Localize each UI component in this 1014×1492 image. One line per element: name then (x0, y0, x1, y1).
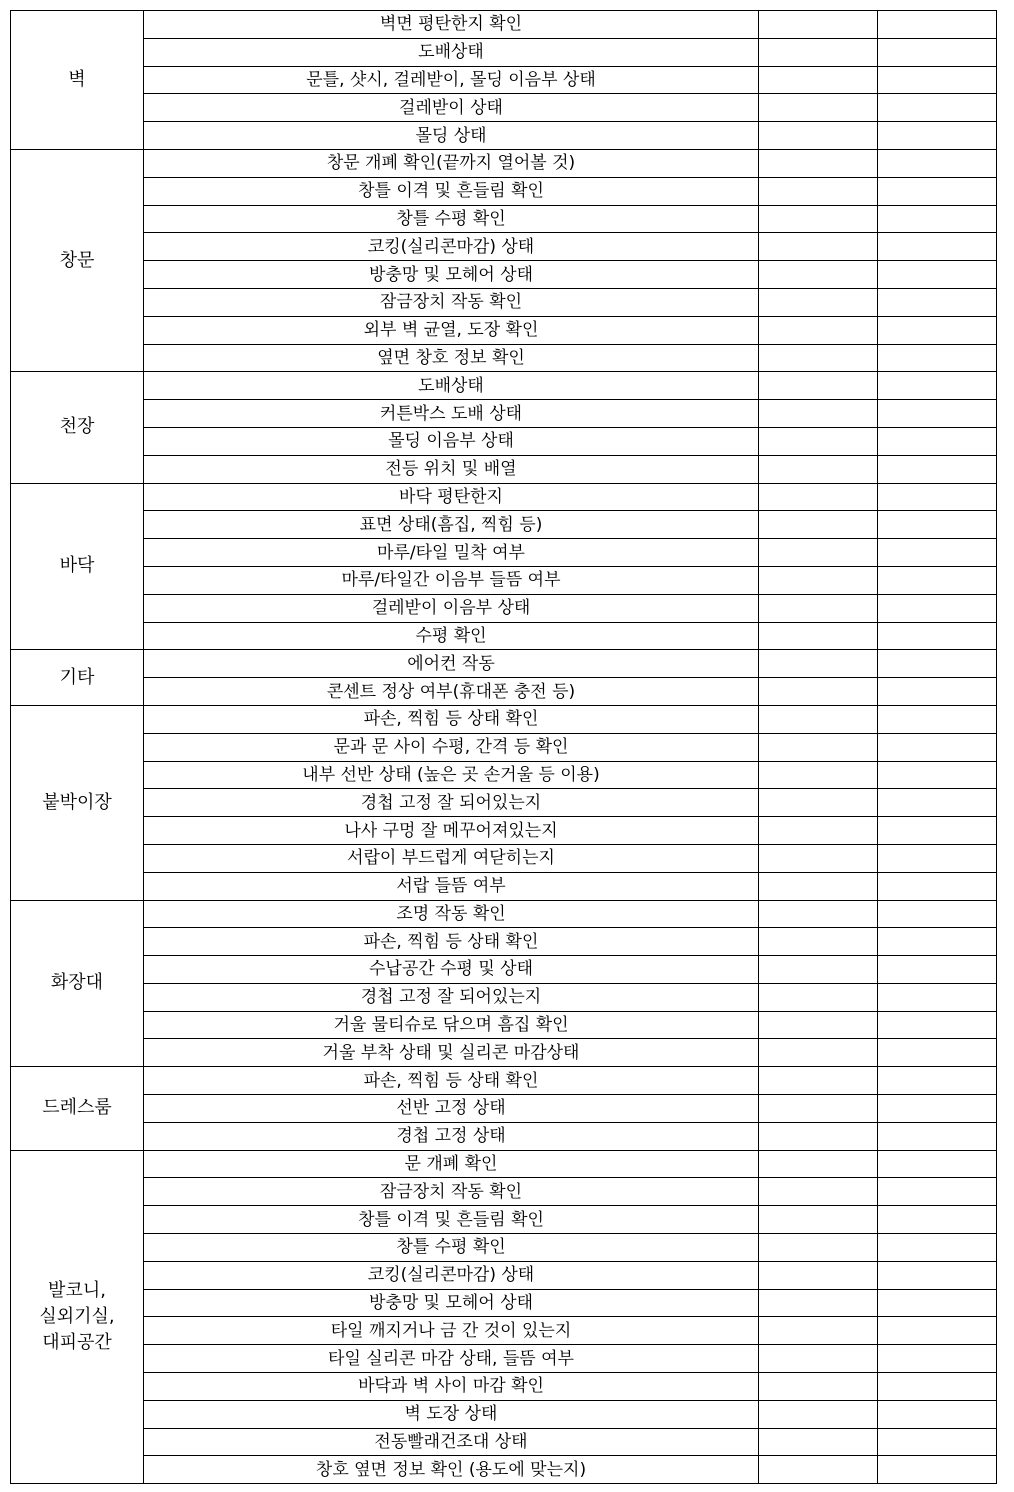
check-item-cell: 코킹(실리콘마감) 상태 (144, 233, 759, 261)
check-blank-cell-1[interactable] (759, 1317, 878, 1345)
table-row (11, 844, 997, 872)
table-row (11, 622, 997, 650)
check-blank-cell-2[interactable] (878, 900, 997, 928)
check-item-cell: 벽 도장 상태 (144, 1400, 759, 1428)
check-blank-cell-2[interactable] (878, 177, 997, 205)
check-blank-cell-1[interactable] (759, 233, 878, 261)
check-item-cell: 전등 위치 및 배열 (144, 455, 759, 483)
check-blank-cell-2[interactable] (878, 594, 997, 622)
check-blank-cell-1[interactable] (759, 928, 878, 956)
check-blank-cell-2[interactable] (878, 38, 997, 66)
check-item-cell: 창문 개폐 확인(끝까지 열어볼 것) (144, 149, 759, 177)
table-row (11, 372, 997, 400)
check-blank-cell-2[interactable] (878, 400, 997, 428)
check-blank-cell-2[interactable] (878, 789, 997, 817)
check-item-cell: 몰딩 상태 (144, 122, 759, 150)
check-item-cell: 내부 선반 상태 (높은 곳 손거울 등 이용) (144, 761, 759, 789)
table-row (11, 288, 997, 316)
checklist-body (11, 11, 997, 1484)
table-row (11, 233, 997, 261)
check-item-cell: 마루/타일 밀착 여부 (144, 539, 759, 567)
check-item-cell: 수납공간 수평 및 상태 (144, 956, 759, 984)
category-cell: 붙박이장 (11, 705, 144, 900)
check-blank-cell-2[interactable] (878, 1428, 997, 1456)
table-row (11, 817, 997, 845)
table-row (11, 1400, 997, 1428)
table-row (11, 94, 997, 122)
check-blank-cell-2[interactable] (878, 11, 997, 39)
check-item-cell: 잠금장치 작동 확인 (144, 1178, 759, 1206)
table-row (11, 1011, 997, 1039)
check-blank-cell-1[interactable] (759, 400, 878, 428)
check-blank-cell-1[interactable] (759, 705, 878, 733)
check-blank-cell-1[interactable] (759, 650, 878, 678)
check-blank-cell-2[interactable] (878, 733, 997, 761)
table-row (11, 1122, 997, 1150)
check-item-cell: 걸레받이 상태 (144, 94, 759, 122)
table-row (11, 1317, 997, 1345)
check-blank-cell-2[interactable] (878, 1095, 997, 1123)
check-blank-cell-1[interactable] (759, 1345, 878, 1373)
check-item-cell: 창틀 이격 및 흔들림 확인 (144, 177, 759, 205)
table-row (11, 177, 997, 205)
check-blank-cell-2[interactable] (878, 622, 997, 650)
check-blank-cell-1[interactable] (759, 1261, 878, 1289)
check-blank-cell-1[interactable] (759, 316, 878, 344)
category-cell: 벽 (11, 11, 144, 150)
check-blank-cell-1[interactable] (759, 122, 878, 150)
check-blank-cell-2[interactable] (878, 261, 997, 289)
check-blank-cell-1[interactable] (759, 205, 878, 233)
table-row (11, 1150, 997, 1178)
table-row (11, 539, 997, 567)
table-row (11, 511, 997, 539)
check-blank-cell-1[interactable] (759, 1373, 878, 1401)
check-blank-cell-1[interactable] (759, 261, 878, 289)
check-blank-cell-2[interactable] (878, 1206, 997, 1234)
check-item-cell: 서랍이 부드럽게 여닫히는지 (144, 844, 759, 872)
check-blank-cell-1[interactable] (759, 1011, 878, 1039)
check-blank-cell-1[interactable] (759, 455, 878, 483)
check-blank-cell-2[interactable] (878, 705, 997, 733)
check-item-cell: 외부 벽 균열, 도장 확인 (144, 316, 759, 344)
check-blank-cell-1[interactable] (759, 1122, 878, 1150)
check-blank-cell-1[interactable] (759, 372, 878, 400)
check-blank-cell-1[interactable] (759, 66, 878, 94)
table-row (11, 1067, 997, 1095)
table-row (11, 1206, 997, 1234)
check-item-cell: 바닥 평탄한지 (144, 483, 759, 511)
check-blank-cell-1[interactable] (759, 1400, 878, 1428)
check-blank-cell-2[interactable] (878, 566, 997, 594)
table-row (11, 1095, 997, 1123)
check-blank-cell-1[interactable] (759, 1039, 878, 1067)
table-row (11, 455, 997, 483)
inspection-checklist-table (10, 10, 997, 1484)
check-item-cell: 타일 깨지거나 금 간 것이 있는지 (144, 1317, 759, 1345)
table-row (11, 705, 997, 733)
check-item-cell: 파손, 찍힘 등 상태 확인 (144, 1067, 759, 1095)
check-blank-cell-1[interactable] (759, 11, 878, 39)
check-blank-cell-1[interactable] (759, 594, 878, 622)
table-row (11, 316, 997, 344)
check-item-cell: 벽면 평탄한지 확인 (144, 11, 759, 39)
check-item-cell: 파손, 찍힘 등 상태 확인 (144, 928, 759, 956)
check-item-cell: 조명 작동 확인 (144, 900, 759, 928)
check-item-cell: 경첩 고정 잘 되어있는지 (144, 789, 759, 817)
check-item-cell: 도배상태 (144, 372, 759, 400)
check-blank-cell-1[interactable] (759, 149, 878, 177)
check-item-cell: 타일 실리콘 마감 상태, 들뜸 여부 (144, 1345, 759, 1373)
check-blank-cell-1[interactable] (759, 761, 878, 789)
check-item-cell: 문과 문 사이 수평, 간격 등 확인 (144, 733, 759, 761)
table-row (11, 427, 997, 455)
check-item-cell: 커튼박스 도배 상태 (144, 400, 759, 428)
table-row (11, 733, 997, 761)
check-blank-cell-2[interactable] (878, 1150, 997, 1178)
check-item-cell: 코킹(실리콘마감) 상태 (144, 1261, 759, 1289)
table-row (11, 928, 997, 956)
table-row (11, 1428, 997, 1456)
category-cell: 바닥 (11, 483, 144, 650)
check-blank-cell-2[interactable] (878, 1011, 997, 1039)
table-row (11, 1373, 997, 1401)
check-blank-cell-1[interactable] (759, 1150, 878, 1178)
check-item-cell: 창호 옆면 정보 확인 (용도에 맞는지) (144, 1456, 759, 1484)
table-row (11, 344, 997, 372)
check-item-cell: 방충망 및 모헤어 상태 (144, 261, 759, 289)
check-blank-cell-1[interactable] (759, 511, 878, 539)
table-row (11, 483, 997, 511)
table-row (11, 205, 997, 233)
check-blank-cell-1[interactable] (759, 1067, 878, 1095)
table-row (11, 1234, 997, 1262)
check-blank-cell-2[interactable] (878, 1067, 997, 1095)
check-item-cell: 창틀 수평 확인 (144, 1234, 759, 1262)
check-item-cell: 수평 확인 (144, 622, 759, 650)
table-row (11, 650, 997, 678)
table-row (11, 1289, 997, 1317)
check-blank-cell-1[interactable] (759, 1289, 878, 1317)
check-blank-cell-1[interactable] (759, 817, 878, 845)
check-blank-cell-2[interactable] (878, 928, 997, 956)
check-item-cell: 몰딩 이음부 상태 (144, 427, 759, 455)
check-blank-cell-2[interactable] (878, 205, 997, 233)
check-item-cell: 잠금장치 작동 확인 (144, 288, 759, 316)
check-blank-cell-1[interactable] (759, 427, 878, 455)
table-row (11, 566, 997, 594)
check-blank-cell-2[interactable] (878, 956, 997, 984)
check-blank-cell-2[interactable] (878, 233, 997, 261)
table-row (11, 678, 997, 706)
check-blank-cell-2[interactable] (878, 94, 997, 122)
check-blank-cell-2[interactable] (878, 1261, 997, 1289)
check-item-cell: 창틀 수평 확인 (144, 205, 759, 233)
check-blank-cell-1[interactable] (759, 483, 878, 511)
check-item-cell: 거울 부착 상태 및 실리콘 마감상태 (144, 1039, 759, 1067)
check-blank-cell-2[interactable] (878, 1178, 997, 1206)
category-cell: 기타 (11, 650, 144, 706)
check-blank-cell-1[interactable] (759, 1428, 878, 1456)
check-blank-cell-1[interactable] (759, 1234, 878, 1262)
check-blank-cell-2[interactable] (878, 1456, 997, 1484)
check-blank-cell-2[interactable] (878, 1122, 997, 1150)
check-item-cell: 도배상태 (144, 38, 759, 66)
check-blank-cell-2[interactable] (878, 1039, 997, 1067)
check-item-cell: 경첩 고정 잘 되어있는지 (144, 983, 759, 1011)
check-blank-cell-2[interactable] (878, 427, 997, 455)
check-blank-cell-1[interactable] (759, 733, 878, 761)
check-blank-cell-2[interactable] (878, 1289, 997, 1317)
table-row (11, 66, 997, 94)
check-blank-cell-1[interactable] (759, 1095, 878, 1123)
check-item-cell: 파손, 찍힘 등 상태 확인 (144, 705, 759, 733)
table-row (11, 1039, 997, 1067)
table-row (11, 761, 997, 789)
check-item-cell: 거울 물티슈로 닦으며 흠집 확인 (144, 1011, 759, 1039)
check-item-cell: 창틀 이격 및 흔들림 확인 (144, 1206, 759, 1234)
check-blank-cell-1[interactable] (759, 844, 878, 872)
check-item-cell: 방충망 및 모헤어 상태 (144, 1289, 759, 1317)
check-blank-cell-2[interactable] (878, 1317, 997, 1345)
check-blank-cell-1[interactable] (759, 983, 878, 1011)
check-blank-cell-2[interactable] (878, 344, 997, 372)
check-blank-cell-1[interactable] (759, 566, 878, 594)
check-blank-cell-1[interactable] (759, 900, 878, 928)
check-blank-cell-1[interactable] (759, 872, 878, 900)
check-item-cell: 경첩 고정 상태 (144, 1122, 759, 1150)
table-row (11, 11, 997, 39)
check-blank-cell-1[interactable] (759, 539, 878, 567)
check-blank-cell-2[interactable] (878, 650, 997, 678)
category-cell: 천장 (11, 372, 144, 483)
check-blank-cell-1[interactable] (759, 956, 878, 984)
check-blank-cell-2[interactable] (878, 1345, 997, 1373)
check-blank-cell-2[interactable] (878, 122, 997, 150)
check-blank-cell-1[interactable] (759, 94, 878, 122)
table-row (11, 789, 997, 817)
check-blank-cell-2[interactable] (878, 483, 997, 511)
check-item-cell: 콘센트 정상 여부(휴대폰 충전 등) (144, 678, 759, 706)
check-blank-cell-1[interactable] (759, 1456, 878, 1484)
check-blank-cell-1[interactable] (759, 622, 878, 650)
check-item-cell: 나사 구멍 잘 메꾸어져있는지 (144, 817, 759, 845)
table-row (11, 1345, 997, 1373)
table-row (11, 38, 997, 66)
check-blank-cell-2[interactable] (878, 511, 997, 539)
check-blank-cell-2[interactable] (878, 539, 997, 567)
check-item-cell: 옆면 창호 정보 확인 (144, 344, 759, 372)
check-blank-cell-2[interactable] (878, 149, 997, 177)
check-blank-cell-2[interactable] (878, 1373, 997, 1401)
check-blank-cell-1[interactable] (759, 1178, 878, 1206)
check-blank-cell-1[interactable] (759, 288, 878, 316)
category-cell: 창문 (11, 149, 144, 371)
check-item-cell: 마루/타일간 이음부 들뜸 여부 (144, 566, 759, 594)
check-blank-cell-2[interactable] (878, 983, 997, 1011)
check-blank-cell-2[interactable] (878, 817, 997, 845)
check-item-cell: 바닥과 벽 사이 마감 확인 (144, 1373, 759, 1401)
check-item-cell: 걸레받이 이음부 상태 (144, 594, 759, 622)
table-row (11, 956, 997, 984)
check-blank-cell-2[interactable] (878, 455, 997, 483)
table-row (11, 983, 997, 1011)
table-row (11, 1456, 997, 1484)
check-blank-cell-1[interactable] (759, 678, 878, 706)
check-blank-cell-2[interactable] (878, 844, 997, 872)
table-row (11, 900, 997, 928)
check-blank-cell-2[interactable] (878, 1234, 997, 1262)
table-row (11, 149, 997, 177)
check-blank-cell-1[interactable] (759, 177, 878, 205)
check-blank-cell-2[interactable] (878, 288, 997, 316)
table-row (11, 261, 997, 289)
check-item-cell: 전동빨래건조대 상태 (144, 1428, 759, 1456)
check-blank-cell-2[interactable] (878, 872, 997, 900)
category-cell: 화장대 (11, 900, 144, 1067)
check-blank-cell-2[interactable] (878, 1400, 997, 1428)
check-blank-cell-1[interactable] (759, 38, 878, 66)
check-blank-cell-1[interactable] (759, 789, 878, 817)
check-item-cell: 서랍 들뜸 여부 (144, 872, 759, 900)
category-cell: 드레스룸 (11, 1067, 144, 1150)
category-cell: 발코니, 실외기실, 대피공간 (11, 1150, 144, 1484)
check-blank-cell-2[interactable] (878, 678, 997, 706)
check-item-cell: 선반 고정 상태 (144, 1095, 759, 1123)
table-row (11, 1178, 997, 1206)
check-blank-cell-1[interactable] (759, 344, 878, 372)
check-item-cell: 표면 상태(흠집, 찍힘 등) (144, 511, 759, 539)
table-row (11, 122, 997, 150)
check-blank-cell-2[interactable] (878, 372, 997, 400)
table-row (11, 400, 997, 428)
table-row (11, 1261, 997, 1289)
check-blank-cell-1[interactable] (759, 1206, 878, 1234)
check-blank-cell-2[interactable] (878, 761, 997, 789)
check-item-cell: 에어컨 작동 (144, 650, 759, 678)
table-row (11, 594, 997, 622)
check-blank-cell-2[interactable] (878, 316, 997, 344)
table-row (11, 872, 997, 900)
check-blank-cell-2[interactable] (878, 66, 997, 94)
check-item-cell: 문 개폐 확인 (144, 1150, 759, 1178)
check-item-cell: 문틀, 샷시, 걸레받이, 몰딩 이음부 상태 (144, 66, 759, 94)
